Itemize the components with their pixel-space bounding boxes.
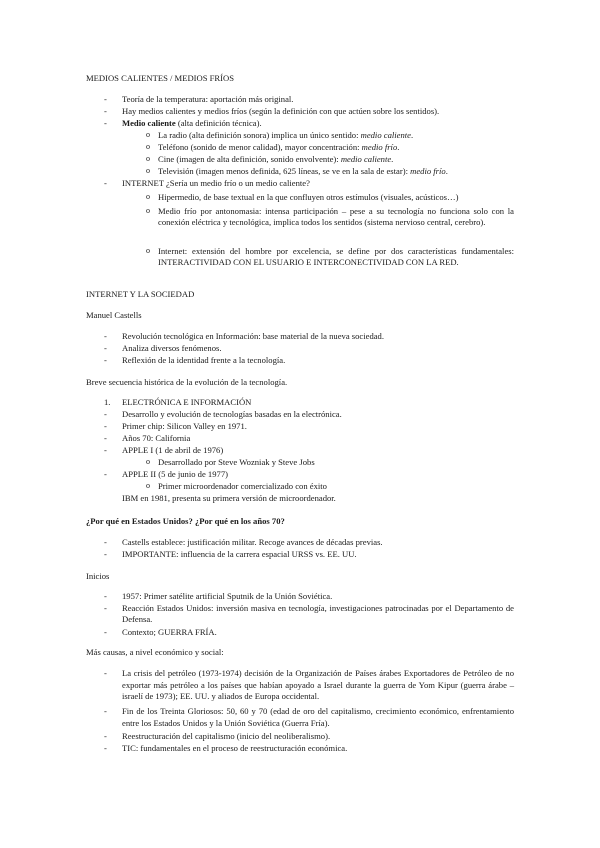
bullet-circle: o: [146, 130, 150, 139]
bullet-dash: -: [104, 343, 107, 353]
sub-list-item: Primer microordenador comercializado con éxito: [158, 481, 327, 491]
bullet-dash: -: [104, 731, 107, 741]
list-item: IMPORTANTE: influencia de la carrera espacial URSS vs. EE. UU.: [122, 549, 357, 559]
bullet-dash: -: [104, 178, 107, 188]
bullet-circle: o: [146, 192, 150, 201]
bullet-dash: -: [104, 469, 107, 479]
list-item: Castells establece: justificación militar. Recoge avances de décadas previas.: [122, 537, 383, 547]
list-item: Analiza diversos fenómenos.: [122, 343, 222, 353]
section-title-internet-sociedad: INTERNET Y LA SOCIEDAD: [86, 289, 195, 299]
section-title-medios: MEDIOS CALIENTES / MEDIOS FRÍOS: [86, 73, 235, 83]
bullet-dash: -: [104, 591, 107, 601]
bullet-dash: -: [104, 445, 107, 455]
list-item: La crisis del petróleo (1973-1974) decisión de la Organización de Países árabes Exportadores de Petróleo de no exportar más petróleo a los países que habían apoyado a Israel durante la guerra de Yom Kipur (guerra árabe – israelí de 1973); EE. UU. y aliados de Europa occidental.: [122, 668, 514, 701]
list-item: Reestructuración del capitalismo (inicio del neoliberalismo).: [122, 731, 331, 741]
list-item: Fin de los Treinta Gloriosos: 50, 60 y 70 (edad de oro del capitalismo, crecimiento económico, enfrentamiento entre los Estados Unidos y la Unión Soviética (Guerra Fría).: [122, 706, 514, 728]
bullet-circle: o: [146, 246, 150, 255]
bullet-circle: o: [146, 457, 150, 466]
bullet-dash: -: [104, 421, 107, 431]
term-detail: (alta definición técnica).: [175, 118, 262, 128]
list-item: 1957: Primer satélite artificial Sputnik de la Unión Soviética.: [122, 591, 333, 601]
bold-term: Medio caliente: [122, 118, 176, 128]
list-number: 1.: [104, 397, 111, 407]
list-item: Reacción Estados Unidos: inversión masiva en tecnología, investigaciones patrocinadas por el Departamento de Defensa.: [122, 603, 514, 624]
list-item: Hay medios calientes y medios fríos (según la definición con que actúen sobre los sentidos).: [122, 106, 440, 116]
bullet-dash: -: [104, 94, 107, 104]
bullet-dash: -: [104, 355, 107, 365]
list-item: APPLE I (1 de abril de 1976): [122, 445, 224, 455]
list-item: Desarrollo y evolución de tecnologías basadas en la electrónica.: [122, 409, 342, 419]
sub-list-item: Hipermedio, de base textual en la que confluyen otros estímulos (visuales, acústicos…): [158, 192, 459, 202]
list-item: APPLE II (5 de junio de 1977): [122, 469, 228, 479]
list-item: Reflexión de la identidad frente a la tecnología.: [122, 355, 286, 365]
bullet-dash: -: [104, 668, 107, 678]
bullet-dash: -: [104, 549, 107, 559]
bullet-dash: -: [104, 106, 107, 116]
bullet-dash: -: [104, 537, 107, 547]
bullet-dash: -: [104, 706, 107, 716]
subsection-inicios: Inicios: [86, 571, 110, 581]
sub-list-item: Desarrollado por Steve Wozniak y Steve Jobs: [158, 457, 315, 467]
subsection-causas: Más causas, a nivel económico y social:: [86, 647, 224, 657]
list-item: INTERNET ¿Sería un medio frío o un medio caliente?: [122, 178, 310, 188]
list-item: TIC: fundamentales en el proceso de reestructuración económica.: [122, 743, 348, 753]
bullet-dash: -: [104, 409, 107, 419]
sub-list-item: Cine (imagen de alta definición, sonido envolvente): medio caliente.: [158, 154, 394, 164]
list-item: Años 70: California: [122, 433, 191, 443]
numbered-heading: ELECTRÓNICA E INFORMACIÓN: [122, 397, 252, 407]
bullet-dash: -: [104, 743, 107, 753]
list-item: Teoría de la temperatura: aportación más original.: [122, 94, 294, 104]
bullet-circle: o: [146, 166, 150, 175]
author-name: Manuel Castells: [86, 310, 142, 320]
question-heading: ¿Por qué en Estados Unidos? ¿Por qué en los años 70?: [86, 516, 285, 526]
bullet-circle: o: [146, 481, 150, 490]
list-item: Primer chip: Silicon Valley en 1971.: [122, 421, 247, 431]
bullet-dash: -: [104, 118, 107, 128]
sub-list-item: Internet: extensión del hombre por excelencia, se define por dos características fundamentales: INTERACTIVIDAD CON EL USUARIO E INTERCONECTIVIDAD CON LA RED.: [158, 246, 514, 267]
bullet-circle: o: [146, 142, 150, 151]
list-item: [122, 118, 262, 129]
bullet-circle: o: [146, 206, 150, 215]
bullet-dash: -: [104, 603, 107, 613]
bullet-dash: -: [104, 627, 107, 637]
list-item: Revolución tecnológica en Información: base material de la nueva sociedad.: [122, 331, 385, 341]
paragraph-intro: Breve secuencia histórica de la evolución de la tecnología.: [86, 377, 288, 387]
sub-list-item: Televisión (imagen menos definida, 625 líneas, se ve en la sala de estar): medio frío.: [158, 166, 448, 176]
sub-list-item: La radio (alta definición sonora) implica un único sentido: medio caliente.: [158, 130, 414, 140]
list-item: Contexto; GUERRA FRÍA.: [122, 627, 217, 637]
bullet-dash: -: [104, 331, 107, 341]
sub-list-item: Medio frío por antonomasia: intensa participación – pese a su tecnología no funciona solo con la conexión eléctrica y tecnológica, implica todos los sentidos (sistema nervioso central, cerebro).: [158, 206, 514, 227]
sub-list-item: Teléfono (sonido de menor calidad), mayor concentración: medio frío.: [158, 142, 400, 152]
bullet-dash: -: [104, 433, 107, 443]
paragraph-ibm: IBM en 1981, presenta su primera versión de microordenador.: [122, 493, 336, 503]
bullet-circle: o: [146, 154, 150, 163]
